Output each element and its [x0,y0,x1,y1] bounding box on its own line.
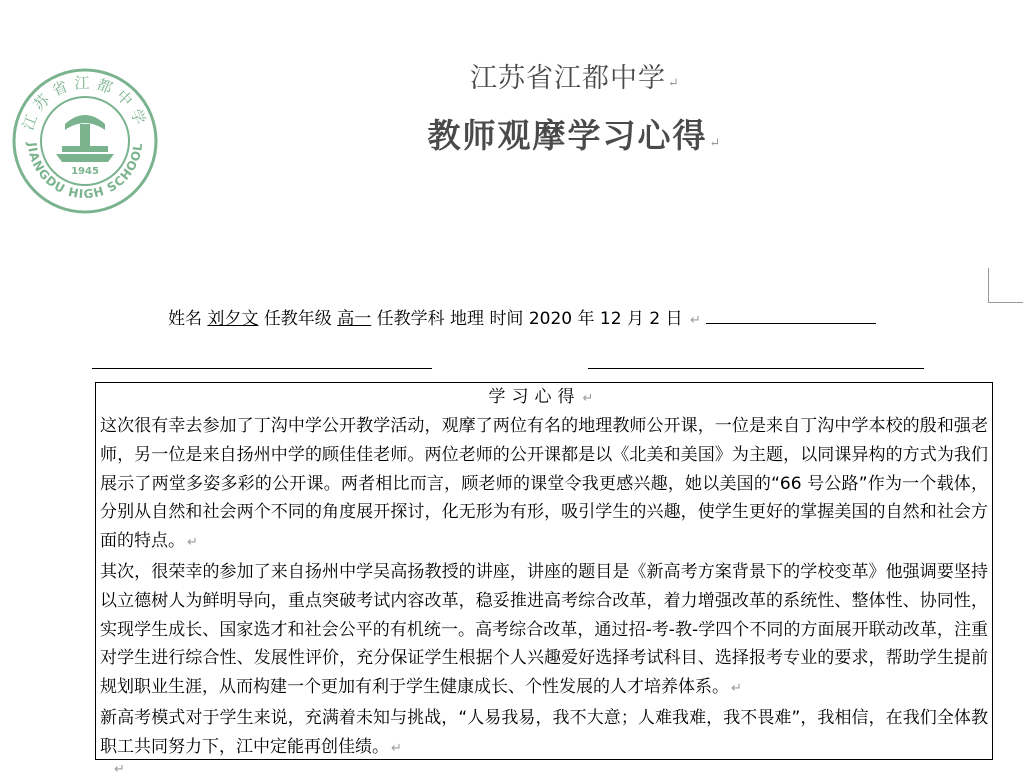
school-name: 江苏省江都中学 ↵ [470,63,680,94]
date-underline [706,309,876,324]
separator-left [92,368,432,369]
paragraph-1: 这次很有幸去参加了丁沟中学公开教学活动，观摩了两位有名的地理教师公开课，一位是来自丁沟中学本校的殷和强老师，另一位是来自扬州中学的顾佳佳老师。两位老师的公开课都是以《北美和美国》为主题，以同课异构的方式为我们展示了两堂多姿多彩的公开课。两者相比而言，顾老师的课堂令我更感兴趣，她以美国的“66 号公路”作为一个载体，分别从自然和社会两个不同的角度展开探讨，化无形为有形，吸引学生的兴趣，使学生更好的掌握美国的自然和社会方面的特点。 ↵ [100,416,988,552]
time-label: 时间 [489,309,524,329]
school-logo [10,66,160,216]
document-title: 教师观摩学习心得 ↵ [427,116,723,155]
end-paragraph-mark: ↵ [114,762,125,777]
time-value: 2020 年 12 月 2 日 [528,309,683,329]
paragraph-3: 新高考模式对于学生来说，充满着未知与挑战，“人易我易，我不大意；人难我难，我不畏难”，我相信，在我们全体教职工共同努力下，江中定能再创佳绩。 ↵ [100,707,988,757]
grade-value: 高一 [337,309,372,329]
separator-right [588,368,924,369]
paragraph-2: 其次，很荣幸的参加了来自扬州中学吴高扬教授的讲座，讲座的题目是《新高考方案背景下的学校变革》他强调要坚持以立德树人为鲜明导向，重点突破考试内容改革，稳妥推进高考综合改革，着力增强改革的系统性、整体性、协同性，实现学生成长、国家选才和社会公平的有机统一。高考综合改革，通过招-考-教-学四个不同的方面展开联动改革，注重对学生进行综合性、发展性评价，充分保证学生根据个人兴趣爱好选择考试科目、选择报考专业的要求，帮助学生提前规划职业生涯，从而构建一个更加有利于学生健康成长、个性发展的人才培养体系。 ↵ [100,561,988,698]
name-value: 刘夕文 [207,309,259,329]
margin-corner-mark [988,268,1023,303]
teacher-info-line: 姓名 刘夕文 任教年级 高一 任教学科 地理 时间 2020 年 12 月 2 日 ↵ [168,304,876,329]
reflection-box [95,382,993,760]
grade-label: 任教年级 [263,309,332,329]
logo-ring-text: 江苏省江都中学 [18,74,152,133]
reflection-heading: 学习心得 ↵ [488,387,600,407]
logo-ring-text-en: JIANGDU HIGH SCHOOL [24,141,146,202]
logo-year: 1945 [71,166,99,177]
svg-text:江苏省江都中学 [19,74,151,133]
subject-label: 任教学科 [376,309,445,329]
name-label: 姓名 [168,309,202,329]
subject-value: 地理 [450,309,485,329]
